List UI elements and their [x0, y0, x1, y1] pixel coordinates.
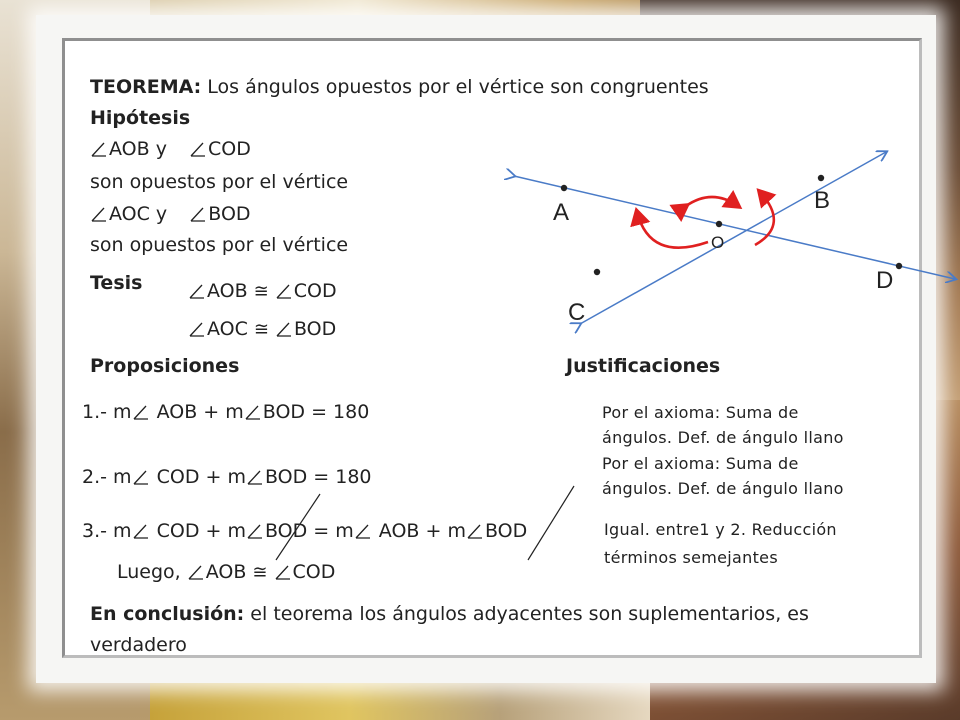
- cancel-stroke-1: [276, 494, 320, 560]
- justification-3-line-2: términos semejantes: [604, 548, 778, 567]
- congruent-symbol: ≅: [253, 281, 269, 302]
- hypothesis-angle-cod: COD: [208, 138, 251, 160]
- angle-icon: [187, 564, 205, 580]
- propositions-heading: Proposiciones: [90, 355, 240, 377]
- proposition-2-part-b: BOD = 180: [264, 466, 372, 488]
- conclusion-text: el teorema los ángulos adyacentes son suplementarios, es: [244, 603, 809, 625]
- angle-icon: [274, 564, 292, 580]
- thesis-angle-cod: COD: [293, 280, 337, 302]
- thesis-heading: Tesis: [90, 272, 143, 294]
- label-b: B: [814, 187, 831, 214]
- result-line: [117, 561, 335, 583]
- justification-2-line-1: Por el axioma: Suma de: [602, 454, 799, 473]
- proposition-1-part-b: BOD = 180: [262, 401, 370, 423]
- proposition-1-part-a: AOB + m: [156, 401, 244, 423]
- proposition-3-num: 3.- m: [82, 520, 132, 542]
- proposition-1-num: 1.- m: [82, 401, 132, 423]
- justification-3: [604, 516, 837, 572]
- congruent-symbol: ≅: [252, 562, 268, 583]
- hypothesis-angle-aoc: AOC y: [109, 203, 168, 225]
- proposition-2-num: 2.- m: [82, 466, 132, 488]
- proposition-3-part-b: BOD = m: [264, 520, 354, 542]
- label-o: O: [711, 233, 725, 252]
- label-a: A: [553, 199, 570, 226]
- hypothesis-heading: Hipótesis: [90, 107, 191, 129]
- proposition-3-part-d: BOD: [484, 520, 528, 542]
- result-angle-cod: COD: [292, 561, 336, 583]
- justification-3-line-1: Igual. entre1 y 2. Reducción: [604, 520, 837, 539]
- label-c: C: [568, 299, 586, 326]
- proposition-3-part-c: AOB + m: [378, 520, 466, 542]
- conclusion-line-2: verdadero: [90, 634, 187, 656]
- hypothesis-line-4: son opuestos por el vértice: [90, 234, 349, 256]
- conclusion-label: En conclusión:: [90, 603, 245, 625]
- justification-1: [602, 400, 844, 450]
- justification-1-line-2: ángulos. Def. de ángulo llano: [602, 428, 844, 447]
- label-d: D: [876, 267, 894, 294]
- hypothesis-angle-bod: BOD: [208, 203, 251, 225]
- hypothesis-line-2: son opuestos por el vértice: [90, 171, 349, 193]
- hypothesis-angle-aob: AOB y: [109, 138, 167, 160]
- congruent-symbol: ≅: [253, 319, 269, 340]
- proposition-2-part-a: COD + m: [156, 466, 246, 488]
- proposition-3-part-a: COD + m: [156, 520, 246, 542]
- justifications-heading: Justificaciones: [566, 355, 721, 377]
- theorem-text: Los ángulos opuestos por el vértice son congruentes: [201, 76, 709, 98]
- justification-1-line-1: Por el axioma: Suma de: [602, 403, 799, 422]
- conclusion-line-1: [90, 603, 809, 625]
- cancel-stroke-2: [528, 486, 574, 560]
- result-angle-aob: AOB: [205, 561, 247, 583]
- justification-2: [602, 451, 844, 501]
- thesis-angle-aob: AOB: [207, 280, 248, 302]
- result-prefix: Luego,: [117, 561, 181, 583]
- thesis-angle-aoc: AOC: [207, 318, 248, 340]
- justification-2-line-2: ángulos. Def. de ángulo llano: [602, 479, 844, 498]
- theorem-label: TEOREMA:: [90, 76, 202, 98]
- thesis-angle-bod: BOD: [293, 318, 337, 340]
